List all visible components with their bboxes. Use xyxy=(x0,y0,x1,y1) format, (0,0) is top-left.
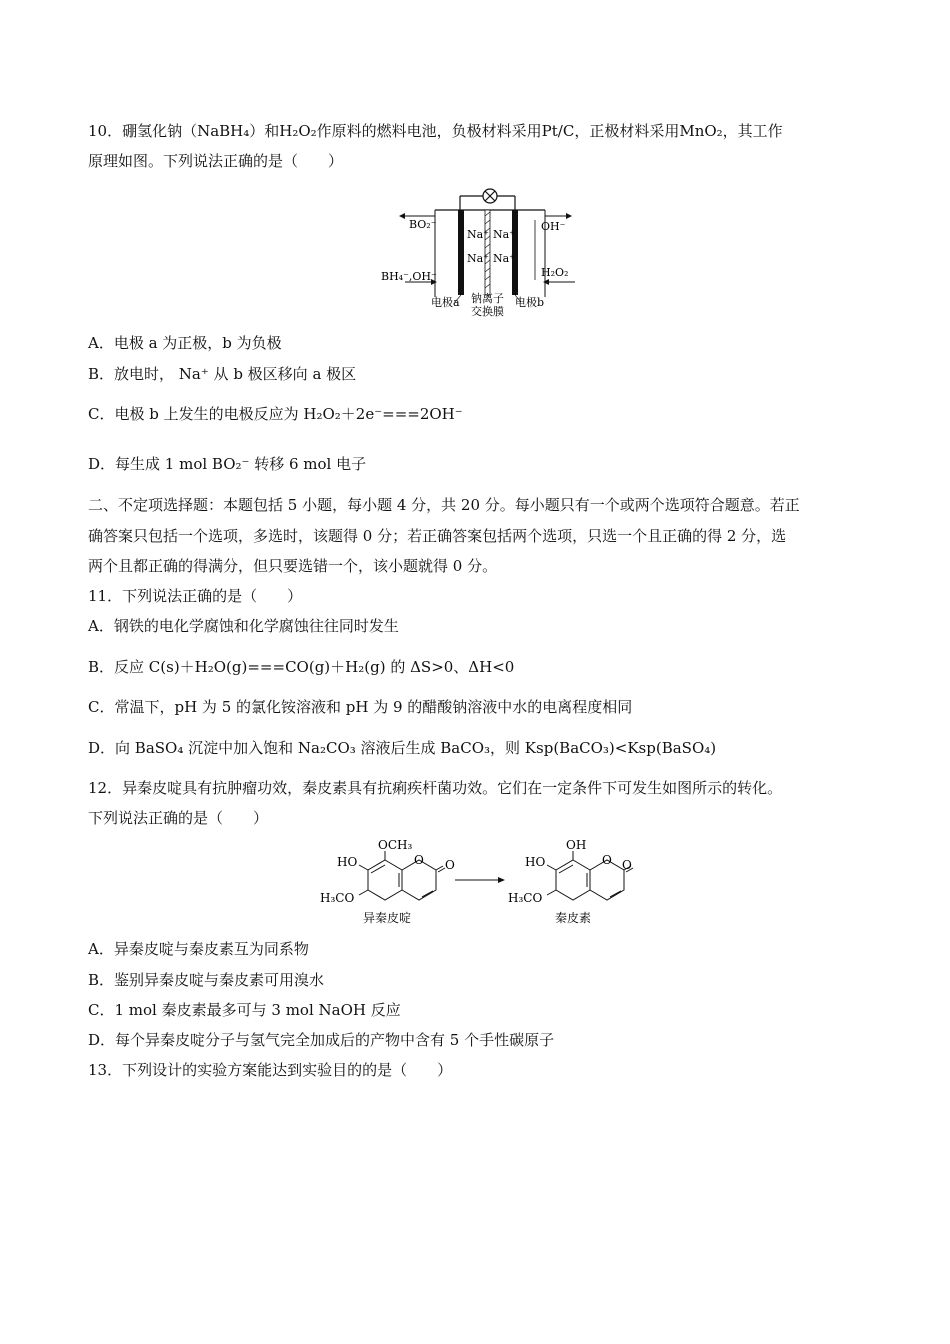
electrode-a-label: 电极a xyxy=(431,296,460,309)
reaction-arrow-icon xyxy=(498,877,505,883)
membrane-label-1: 钠离子 xyxy=(471,292,504,305)
bh4-oh-label: BH₄⁻,OH⁻ xyxy=(381,270,437,283)
q10-option-c: C．电极 b 上发生的电极反应为 H₂O₂＋2e⁻===2OH⁻ xyxy=(88,405,463,423)
q12-stem-line1: 12．异秦皮啶具有抗肿瘤功效，秦皮素具有抗痢疾杆菌功效。它们在一定条件下可发生如图所示的转化。 xyxy=(88,779,783,797)
q11-option-d: D．向 BaSO₄ 沉淀中加入饱和 Na₂CO₃ 溶液后生成 BaCO₃，则 Ksp(BaCO₃)<Ksp(BaSO₄) xyxy=(88,739,717,757)
q12-option-b: B．鉴别异秦皮啶与秦皮素可用溴水 xyxy=(88,971,325,989)
bulb-icon xyxy=(483,189,497,203)
q11-stem: 11．下列说法正确的是（ ） xyxy=(88,587,303,605)
q11-option-a: A．钢铁的电化学腐蚀和化学腐蚀往往同时发生 xyxy=(88,617,399,635)
q10-option-b: B．放电时， Na⁺ 从 b 极区移向 a 极区 xyxy=(88,365,357,383)
q10-stem-line2: 原理如图。下列说法正确的是（ ） xyxy=(88,152,344,170)
q12-option-c: C．1 mol 秦皮素最多可与 3 mol NaOH 反应 xyxy=(88,1001,401,1019)
q11-option-b: B．反应 C(s)＋H₂O(g)===CO(g)＋H₂(g) 的 ΔS>0、ΔH<0 xyxy=(88,658,515,676)
na-plus-3: Na⁺ xyxy=(467,252,489,265)
section2-line2: 确答案只包括一个选项，多选时，该题得 0 分；若正确答案包括两个选项，只选一个且正确的得 2 分，选 xyxy=(88,527,787,545)
right-ho: HO xyxy=(525,855,546,869)
fuel-cell-diagram xyxy=(375,182,575,317)
left-och3: OCH₃ xyxy=(378,838,413,852)
na-plus-1: Na⁺ xyxy=(467,228,489,241)
membrane-label-2: 交换膜 xyxy=(471,305,504,317)
right-o-ring: O xyxy=(602,853,612,867)
fraxetin-structure xyxy=(547,851,633,900)
right-o-carbonyl: O xyxy=(622,858,632,872)
na-plus-4: Na⁺ xyxy=(493,252,515,265)
left-ho: HO xyxy=(337,855,358,869)
q12-stem-line2: 下列说法正确的是（ ） xyxy=(88,809,269,827)
na-plus-2: Na⁺ xyxy=(493,228,515,241)
section2-line1: 二、不定项选择题：本题包括 5 小题，每小题 4 分，共 20 分。每小题只有一个或两个选项符合题意。若正 xyxy=(88,496,800,514)
q12-option-a: A．异秦皮啶与秦皮素互为同系物 xyxy=(88,940,309,958)
right-compound-name: 秦皮素 xyxy=(555,911,592,925)
q11-option-c: C．常温下，pH 为 5 的氯化铵溶液和 pH 为 9 的醋酸钠溶液中水的电离程度相同 xyxy=(88,698,633,716)
q12-option-d: D．每个异秦皮啶分子与氢气完全加成后的产物中含有 5 个手性碳原子 xyxy=(88,1031,555,1049)
right-oh: OH xyxy=(566,838,587,852)
electrode-b-label: 电极b xyxy=(515,296,545,309)
electrode-a-plate xyxy=(458,210,464,295)
left-o-carbonyl: O xyxy=(445,858,455,872)
q13-stem: 13．下列设计的实验方案能达到实验目的的是（ ） xyxy=(88,1061,453,1079)
q10-stem-line1: 10．硼氢化钠（NaBH₄）和H₂O₂作原料的燃料电池，负极材料采用Pt/C，正极材料采用MnO₂，其工作 xyxy=(88,122,783,140)
isofraxidin-structure xyxy=(359,851,445,900)
section2-line3: 两个且都正确的得满分，但只要选错一个，该小题就得 0 分。 xyxy=(88,557,498,575)
reaction-scheme xyxy=(315,838,635,930)
right-h3co: H₃CO xyxy=(508,891,543,905)
left-compound-name: 异秦皮啶 xyxy=(363,911,412,925)
oh-label: OH⁻ xyxy=(541,220,566,233)
h2o2-label: H₂O₂ xyxy=(541,266,569,279)
left-h3co: H₃CO xyxy=(320,891,355,905)
q10-option-a: A．电极 a 为正极，b 为负极 xyxy=(88,334,282,352)
left-o-ring: O xyxy=(414,853,424,867)
q10-option-d: D．每生成 1 mol BO₂⁻ 转移 6 mol 电子 xyxy=(88,455,367,473)
bo2-label: BO₂⁻ xyxy=(409,218,437,231)
